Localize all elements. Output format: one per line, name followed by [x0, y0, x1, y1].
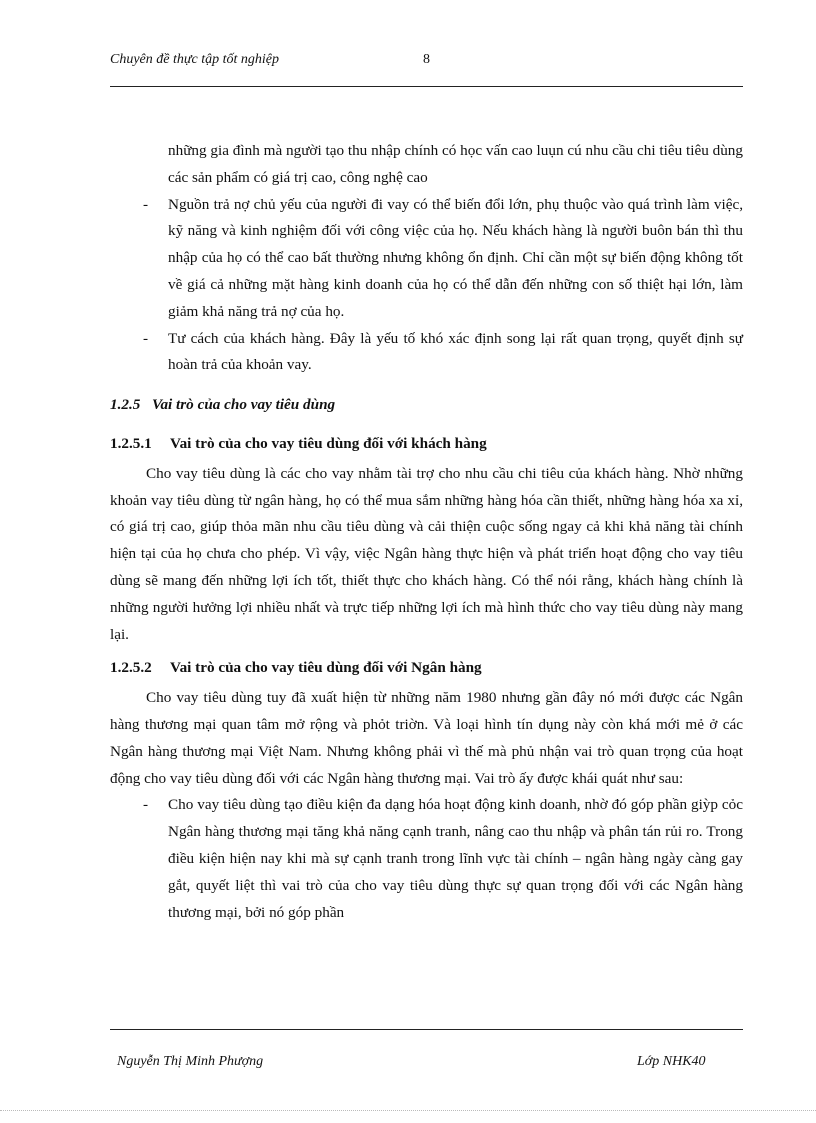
page-number: 8 — [423, 52, 430, 67]
bullet-text: Tư cách của khách hàng. Đây là yếu tố khó xác định song lại rất quan trọng, quyết định sự hoàn trả của khoản vay. — [168, 329, 743, 374]
body-paragraph: Cho vay tiêu dùng là các cho vay nhằm tài trợ cho nhu cầu chi tiêu của khách hàng. Nhờ những khoản vay tiêu dùng từ ngân hàng, họ có thể mua sắm những hàng hóa cần thiết, những hàng hóa xa xỉ, có giá trị cao, giúp thỏa mãn nhu cầu tiêu dùng và cải thiện cuộc sống ngay cả khi khả năng tài chính hiện tại của họ chưa cho phép. Vì vậy, việc Ngân hàng thực hiện và phát triển hoạt động cho vay tiêu dùng sẽ mang đến những lợi ích tốt, thiết thực cho khách hàng. Có thể nói rằng, khách hàng chính là những người hưởng lợi nhiều nhất và trực tiếp những lợi ích mà hình thức cho vay tiêu dùng này mang lại. — [110, 464, 743, 643]
subsection-title: Vai trò của cho vay tiêu dùng đối với khách hàng — [170, 434, 487, 452]
subsection-title: Vai trò của cho vay tiêu dùng đối với Ngân hàng — [170, 659, 482, 677]
section-number: 1.2.5 — [110, 396, 141, 414]
page-edge — [0, 1110, 816, 1111]
body-paragraph: Cho vay tiêu dùng tuy đã xuất hiện từ những năm 1980 nhưng gần đây nó mới được các Ngân hàng thương mại quan tâm mở rộng và phỏt triờn. Và loại hình tín dụng này còn khá mới mẻ ở các Ngân hàng thương mại Việt Nam. Nhưng không phải vì thế mà phủ nhận vai trò quan trọng của hoạt động cho vay tiêu dùng đối với các Ngân hàng thương mại. Vai trò ấy được khái quát như sau: — [110, 689, 743, 787]
subsection-number: 1.2.5.2 — [110, 659, 152, 677]
subsection-heading — [110, 655, 743, 682]
bullet-item — [110, 326, 743, 380]
document-body — [110, 138, 743, 926]
subsection-number: 1.2.5.1 — [110, 434, 152, 452]
bullet-dash: - — [143, 329, 149, 347]
page-footer — [117, 1054, 717, 1076]
header-title: Chuyên đề thực tập tốt nghiệp — [110, 52, 279, 67]
continuation-paragraph: những gia đình mà người tạo thu nhập chính có học vấn cao luụn cú nhu cầu chi tiêu tiêu dùng các sản phẩm có giá trị cao, công nghệ cao — [168, 142, 743, 186]
bullet-dash: - — [143, 195, 149, 213]
page-header — [110, 52, 743, 74]
section-title: Vai trò của cho vay tiêu dùng — [152, 396, 336, 414]
footer-class: Lớp NHK40 — [637, 1054, 706, 1069]
footer-author: Nguyễn Thị Minh Phượng — [117, 1054, 264, 1069]
header-rule — [110, 86, 743, 87]
section-heading — [110, 392, 743, 419]
bullet-text: Cho vay tiêu dùng tạo điều kiện đa dạng hóa hoạt động kinh doanh, nhờ đó góp phần giỳp cỏc Ngân hàng thương mại tăng khả năng cạnh tranh, nâng cao thu nhập và phân tán rủi ro. Trong điều kiện hiện nay khi mà sự cạnh tranh trong lĩnh vực tài chính – ngân hàng ngày càng gay gắt, quyết liệt thì vai trò của cho vay tiêu dùng thực sự quan trọng đối với các Ngân hàng thương mại, bởi nó góp phần — [168, 796, 743, 921]
bullet-dash: - — [143, 796, 149, 814]
bullet-text: Nguồn trả nợ chủ yếu của người đi vay có thể biến đổi lớn, phụ thuộc vào quá trình làm việc, kỹ năng và kinh nghiệm đối với công việc của họ. Nếu khách hàng là người buôn bán thì thu nhập của họ có thể cao bất thường nhưng không ổn định. Chỉ cần một sự biến động không tốt về giá cả những mặt hàng kinh doanh của họ có thể dẫn đến những con số thiệt hại lớn, làm giảm khả năng trả nợ của họ. — [168, 195, 743, 320]
bullet-item — [110, 192, 743, 326]
footer-rule — [110, 1029, 743, 1030]
subsection-heading — [110, 431, 743, 458]
bullet-item — [110, 792, 743, 926]
